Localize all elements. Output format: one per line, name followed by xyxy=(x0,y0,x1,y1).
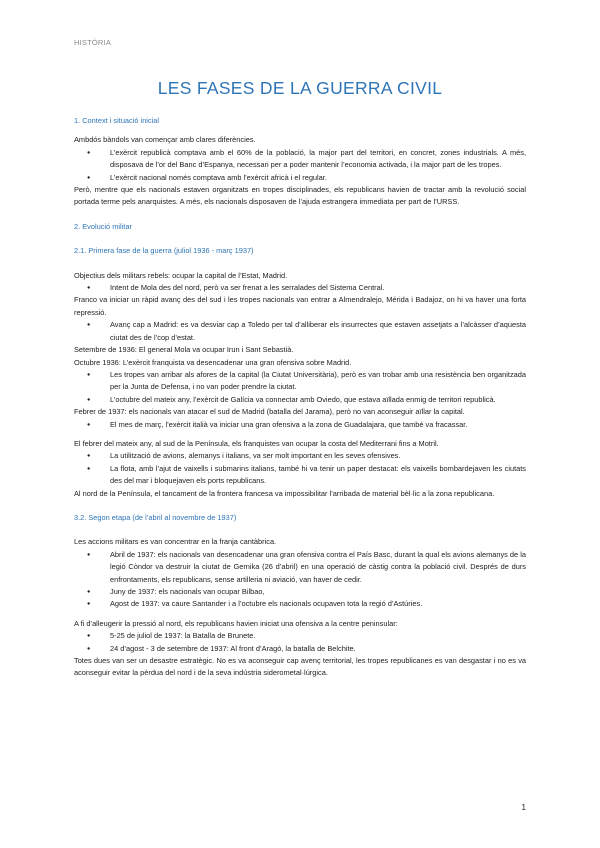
list-item: ● L’exèrcit republicà comptava amb el 60% de la població, la major part del territori, en concret, zones industrials. A més, disposava de l’or del Banc d’Espanya, necessari per a poder mantenir l’economia activada, i la major part de les tropes. xyxy=(74,147,526,172)
section-heading: 1. Context i situació inicial xyxy=(74,116,160,125)
bullet-list xyxy=(74,549,526,611)
list-item: ● Intent de Mola des del nord, però va ser frenat a les serralades del Sistema Central. xyxy=(74,282,526,294)
paragraph: Ambdós bàndols van començar amb clares diferències. xyxy=(74,135,256,145)
subsection-heading: 3.2. Segon etapa (de l’abril al novembre de 1937) xyxy=(74,512,237,522)
list-item: ● L’exèrcit nacional només comptava amb l’exèrcit africà i el regular. xyxy=(74,172,526,184)
paragraph: Objectius dels militars rebels: ocupar la capital de l’Estat, Madrid. xyxy=(74,270,288,280)
paragraph: Totes dues van ser un desastre estratègic. No es va aconseguir cap avenç territorial, les tropes republicanes es van desgastar i no es va aconseguir evitar la pèrdua del nord i de la seva indústria siderometal·lúrgica. xyxy=(74,656,526,678)
list-item: ● Agost de 1937: va caure Santander i a l’octubre els nacionals ocupaven tota la regió d’Astúries. xyxy=(74,598,526,610)
document-title: LES FASES DE LA GUERRA CIVIL xyxy=(157,78,443,98)
paragraph: El febrer del mateix any, al sud de la Península, els franquistes van ocupar la costa del Mediterrani fins a Motril. xyxy=(74,438,439,448)
paragraph: Febrer de 1937: els nacionals van atacar el sud de Madrid (batalla del Jarama), però no van aconseguir aïllar la capital. xyxy=(74,407,465,417)
list-item: ● L’octubre del mateix any, l’exèrcit de Galícia va connectar amb Oviedo, que estava aïllada enmig de territori republicà. xyxy=(74,394,526,406)
paragraph: Octubre 1936: L’exèrcit franquista va desencadenar una gran ofensiva sobre Madrid. xyxy=(74,357,352,367)
paragraph: Però, mentre que els nacionals estaven organitzats en tropes disciplinades, els republicans havien de tractar amb la revolució social portada terme pels anarquistes. A més, els nacionals disposaven de l’ajuda estrangera immediata per part de l’URSS. xyxy=(74,185,526,207)
bullet-list xyxy=(74,419,526,431)
list-item: ● El mes de març, l’exèrcit italià va iniciar una gran ofensiva a la zona de Guadalajara, que també va fracassar. xyxy=(74,419,526,431)
list-item: ● 24 d’agost - 3 de setembre de 1937: Al front d’Aragó, la batalla de Belchite. xyxy=(74,643,526,655)
list-item: ● Avanç cap a Madrid: es va desviar cap a Toledo per tal d’alliberar els insurrectes que estaven assetjats a l’alcàsser d’aquesta ciutat des de l’cop d’estat. xyxy=(74,319,526,344)
list-item: ● La utilització de avions, alemanys i italians, va ser molt important en les seves ofensives. xyxy=(74,450,526,462)
subsection-heading: 2.1. Primera fase de la guerra (juliol 1936 - març 1937) xyxy=(74,246,254,256)
page-header: HISTÒRIA xyxy=(74,38,112,47)
bullet-list xyxy=(74,630,526,655)
bullet-list xyxy=(74,450,526,487)
document-body xyxy=(74,115,526,680)
bullet-list xyxy=(74,369,526,406)
paragraph: Al nord de la Península, el tancament de la frontera francesa va impossibilitar l’arribada de material bèl·lic a la zona republicana. xyxy=(74,488,495,498)
section-heading: 2. Evolució militar xyxy=(74,221,132,231)
list-item: ● 5-25 de juliol de 1937: la Batalla de Brunete. xyxy=(74,630,526,642)
list-item: ● La flota, amb l’ajut de vaixells i submarins italians, també hi va tenir un paper destacat: els vaixells bombardejaven les ciutats des del mar i bloquejaven els ports republicans. xyxy=(74,463,526,488)
paragraph: Les accions militars es van concentrar en la franja cantàbrica. xyxy=(74,537,277,547)
bullet-list xyxy=(74,282,526,294)
list-item: ● Abril de 1937: els nacionals van desencadenar una gran ofensiva contra el País Basc, durant la qual els avions alemanys de la legió Còndor va destruir la ciutat de Gernika (26 d’abril) en una operació de càstig contra la població civil. Després de durs enfrontaments, els republicans, sense artilleria ni aviació, van haver de cedir. xyxy=(74,549,526,586)
list-item: ● Juny de 1937: els nacionals van ocupar Bilbao, xyxy=(74,586,526,598)
paragraph: Franco va iniciar un ràpid avanç des del sud i les tropes nacionals van entrar a Almendralejo, Mérida i Badajoz, on hi va haver una forta repressió. xyxy=(74,295,526,317)
page-number: 1 xyxy=(521,803,526,812)
bullet-list xyxy=(74,319,526,344)
paragraph: Setembre de 1936: El general Mola va ocupar Irun i Sant Sebastià. xyxy=(74,345,294,355)
list-item: ● Les tropes van arribar als afores de la capital (la Ciutat Universitària), però es van trobar amb una resistència ben organitzada per la Junta de Defensa, i no van poder prendre la ciutat. xyxy=(74,369,526,394)
paragraph: A fi d’alleugerir la pressió al nord, els republicans havien iniciat una ofensiva a la centre peninsular: xyxy=(74,618,398,628)
bullet-list xyxy=(74,147,526,184)
